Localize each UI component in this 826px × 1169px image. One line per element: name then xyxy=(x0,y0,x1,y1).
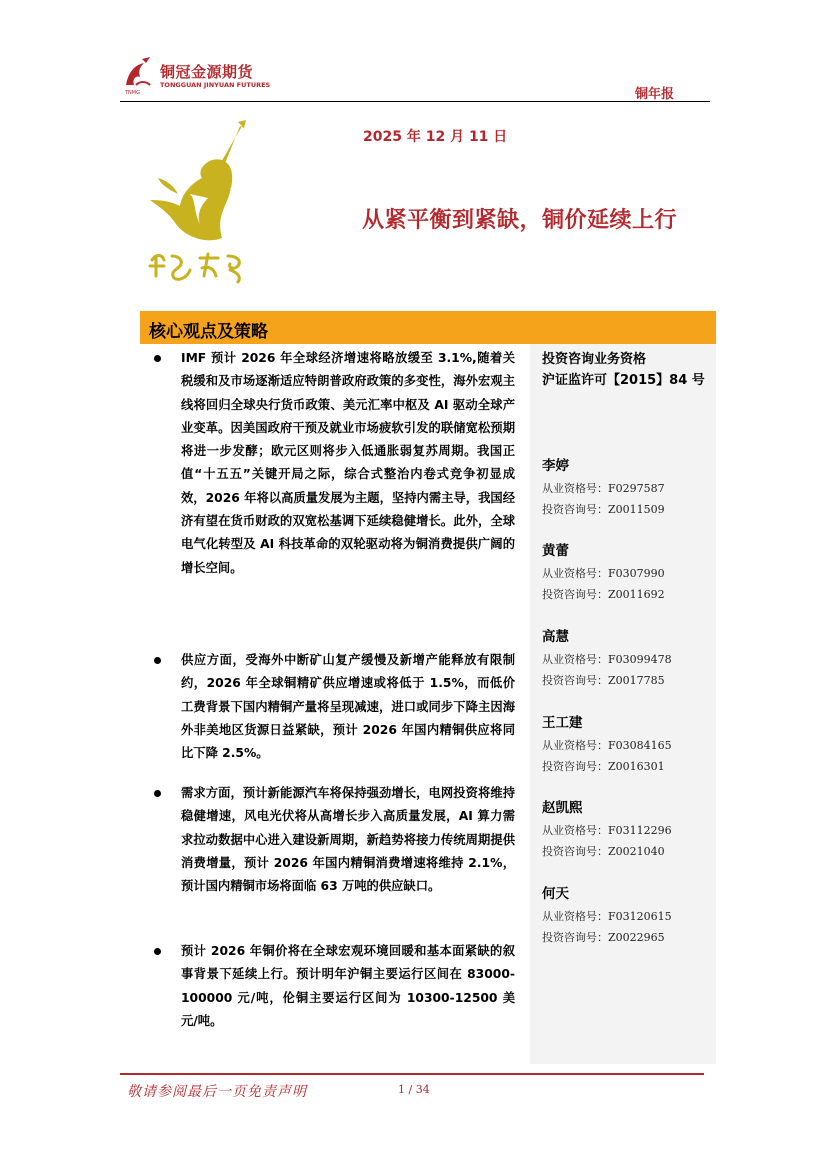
consult-number xyxy=(542,841,712,862)
practice-value: F0297587 xyxy=(608,482,665,495)
bullet-point xyxy=(140,347,529,580)
analyst-name: 赵凯熙 xyxy=(542,800,583,816)
practice-value: F03084165 xyxy=(608,739,672,752)
consult-label: 投资咨询号： xyxy=(542,588,608,601)
consult-value: Z0022965 xyxy=(608,931,665,944)
analyst-name: 李婷 xyxy=(542,458,569,474)
bullet-point xyxy=(140,782,529,898)
analyst-card xyxy=(542,456,712,520)
bullet-dot-icon xyxy=(154,790,161,797)
core-views-content xyxy=(140,344,529,1064)
bullet-dot-icon xyxy=(154,657,161,664)
tongling-nonferrous-emblem-icon xyxy=(138,120,268,290)
qualification-license: 沪证监许可【2015】84 号 xyxy=(542,373,705,388)
consult-value: Z0021040 xyxy=(608,845,665,858)
bullet-text: 需求方面，预计新能源汽车将保持强劲增长，电网投资将维持稳健增速，风电光伏将从高增长步入高质量发展，AI 算力需求拉动数据中心进入建设新周期，新趋势将接力传统周期提供消费增量，预计 2026 年国内精铜消费增速将维持 2.1%，预计国内精铜市场将面临 63 万吨的供应缺口。 xyxy=(181,786,515,894)
logo-abbreviation: TNMG xyxy=(125,90,140,96)
practice-value: F03112296 xyxy=(608,824,672,837)
analyst-name: 高慧 xyxy=(542,629,569,645)
bullet-point xyxy=(140,649,529,765)
practice-value: F0307990 xyxy=(608,567,665,580)
analyst-name: 王工建 xyxy=(542,715,583,731)
consult-number xyxy=(542,499,712,520)
consult-value: Z0017785 xyxy=(608,674,665,687)
report-type-label: 铜年报 xyxy=(635,87,675,102)
practice-number xyxy=(542,649,712,670)
bullet-point xyxy=(140,940,529,1033)
practice-number xyxy=(542,735,712,756)
analyst-card xyxy=(542,713,712,777)
practice-label: 从业资格号： xyxy=(542,482,608,495)
analyst-card xyxy=(542,798,712,862)
bullet-text: 供应方面，受海外中断矿山复产缓慢及新增产能释放有限制约，2026 年全球铜精矿供应增速或将低于 1.5%，而低价工费背景下国内精铜产量将呈现减速，进口或同步下降主因海外非美地区货源日益紧缺，预计 2026 年国内精铜供应将同比下降 2.5%。 xyxy=(181,653,515,761)
practice-number xyxy=(542,906,712,927)
consult-label: 投资咨询号： xyxy=(542,503,608,516)
practice-value: F03099478 xyxy=(608,653,672,666)
consult-value: Z0011509 xyxy=(608,503,665,516)
consult-number xyxy=(542,670,712,691)
report-title: 从紧平衡到紧缺，铜价延续上行 xyxy=(362,208,678,233)
practice-label: 从业资格号： xyxy=(542,567,608,580)
practice-label: 从业资格号： xyxy=(542,653,608,666)
logo-chinese-name: 铜冠金源期货 xyxy=(160,63,254,81)
consult-label: 投资咨询号： xyxy=(542,845,608,858)
tnmg-logo-icon xyxy=(122,55,154,93)
analyst-card xyxy=(542,541,712,605)
disclaimer-note: 敬请参阅最后一页免责声明 xyxy=(127,1084,307,1100)
report-date: 2025 年 12 月 11 日 xyxy=(363,129,508,145)
bullet-dot-icon xyxy=(154,355,161,362)
analyst-card xyxy=(542,884,712,948)
logo-english-name: TONGGUAN JINYUAN FUTURES xyxy=(160,81,271,89)
footer-divider xyxy=(120,1073,704,1075)
practice-label: 从业资格号： xyxy=(542,910,608,923)
practice-label: 从业资格号： xyxy=(542,739,608,752)
practice-number xyxy=(542,563,712,584)
analyst-name: 黄蕾 xyxy=(542,543,569,559)
practice-label: 从业资格号： xyxy=(542,824,608,837)
bullet-dot-icon xyxy=(154,948,161,955)
consult-number xyxy=(542,927,712,948)
analyst-sidebar xyxy=(530,344,716,1064)
consult-value: Z0011692 xyxy=(608,588,665,601)
page-number: 1 / 34 xyxy=(398,1083,430,1096)
core-views-section-header xyxy=(140,311,716,344)
section-title: 核心观点及策略 xyxy=(149,322,268,342)
analyst-card xyxy=(542,627,712,691)
consult-label: 投资咨询号： xyxy=(542,931,608,944)
analyst-name: 何天 xyxy=(542,886,569,902)
qualification-block xyxy=(542,349,705,391)
bullet-text: IMF 预计 2026 年全球经济增速将略放缓至 3.1%,随着关税缓和及市场逐渐适应特朗普政府政策的多变性，海外宏观主线将回归全球央行货币政策、美元汇率中枢及 AI 驱动全球产业变革。因美国政府干预及就业市场疲软引发的联储宽松预期将进一步发酵；欧元区则将步入低通胀弱复苏周期。我国正值“十五五”关键开局之际，综合式整治内卷式竞争初显成效，2026 年将以高质量发展为主题，坚持内需主导，我国经济有望在货币财政的双宽松基调下延续稳健增长。此外，全球电气化转型及 AI 科技革命的双轮驱动将为铜消费提供广阔的增长空间。 xyxy=(181,351,515,575)
header-divider xyxy=(120,101,710,102)
consult-number xyxy=(542,584,712,605)
consult-number xyxy=(542,756,712,777)
consult-label: 投资咨询号： xyxy=(542,760,608,773)
qualification-title: 投资咨询业务资格 xyxy=(542,352,647,367)
bullet-text: 预计 2026 年铜价将在全球宏观环境回暖和基本面紧缺的叙事背景下延续上行。预计明年沪铜主要运行区间在 83000-100000 元/吨，伦铜主要运行区间为 10300-12500 美元/吨。 xyxy=(181,944,515,1028)
consult-value: Z0016301 xyxy=(608,760,665,773)
company-logo xyxy=(122,55,271,99)
practice-number xyxy=(542,820,712,841)
practice-number xyxy=(542,478,712,499)
practice-value: F03120615 xyxy=(608,910,672,923)
consult-label: 投资咨询号： xyxy=(542,674,608,687)
